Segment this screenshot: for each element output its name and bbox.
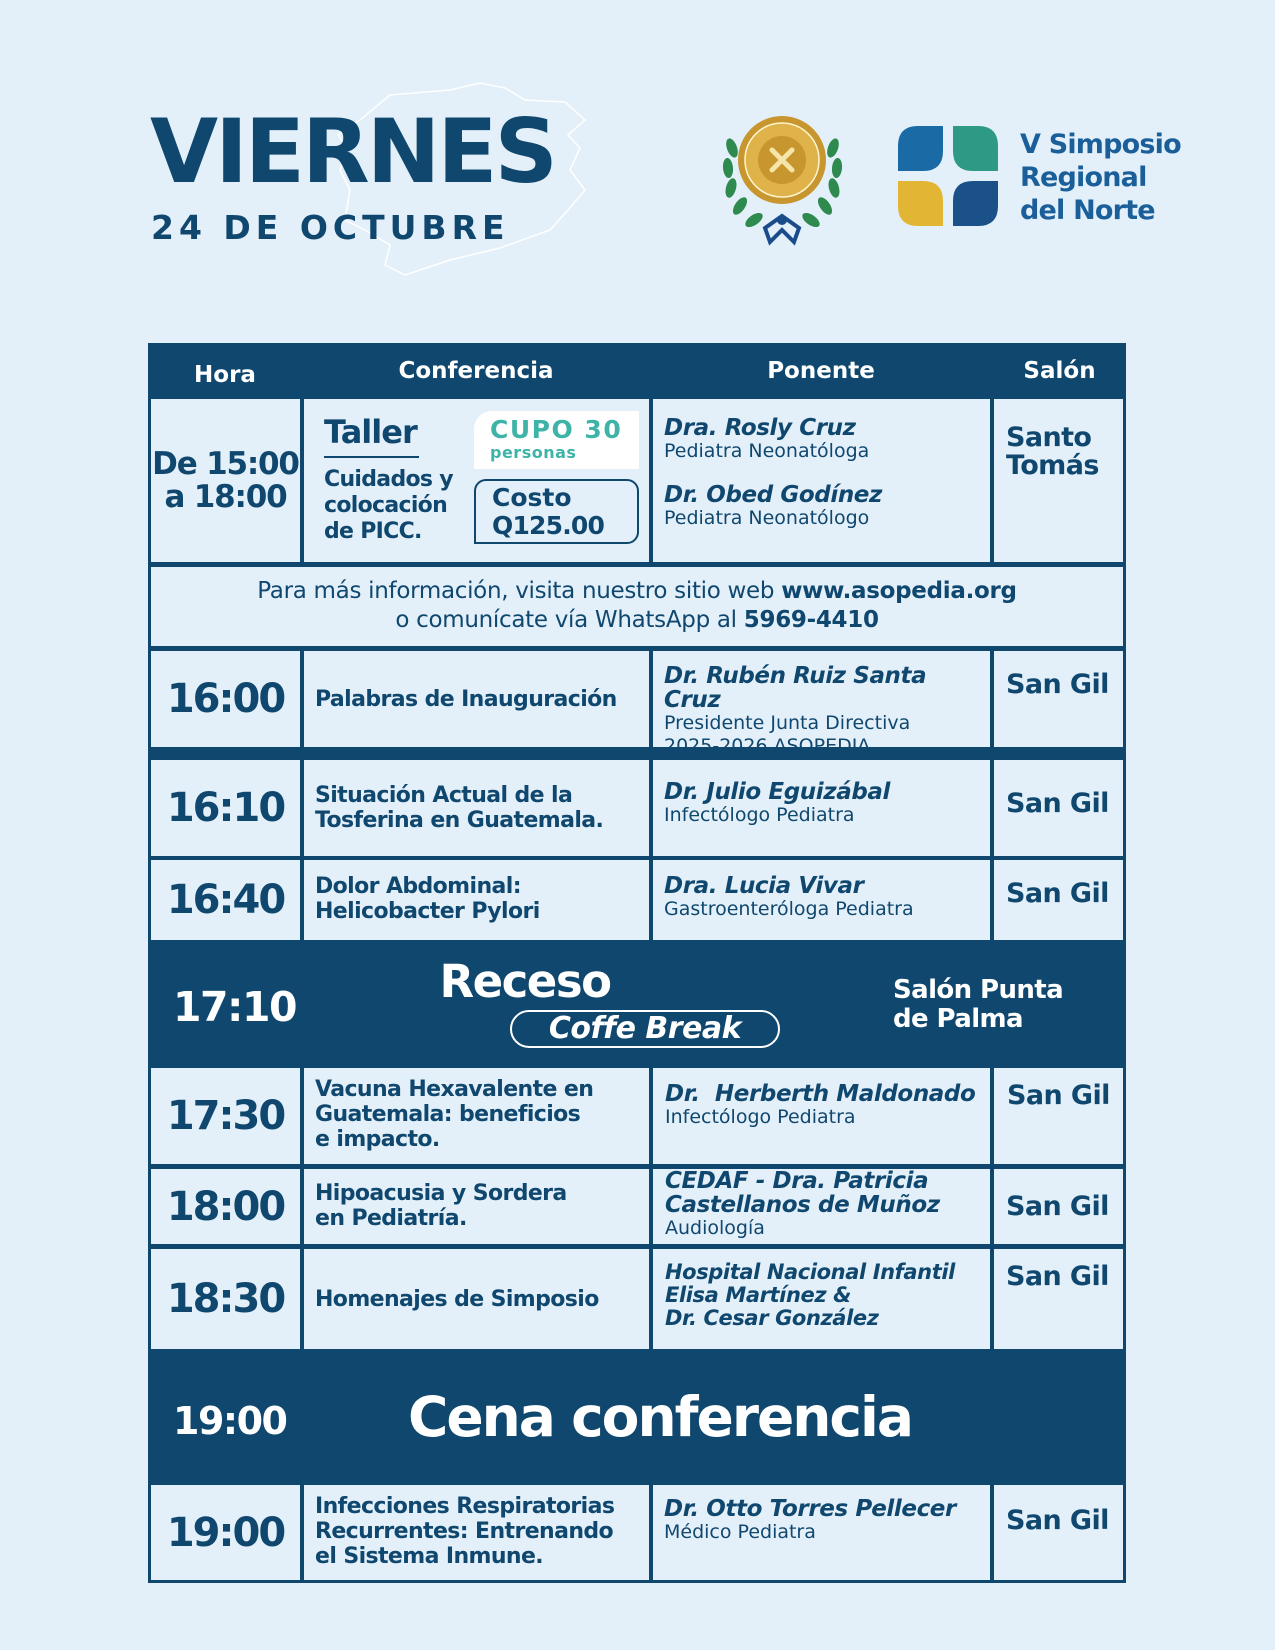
coffee-break-pill [510,1010,780,1048]
session-title [304,860,649,940]
session-room: San Gil [994,1068,1123,1164]
session-speaker [653,1485,990,1580]
session-title-line: Hipoacusia y Sordera [315,1181,567,1206]
header-ponente: Ponente [767,358,875,384]
event-name-line: Regional [1020,162,1147,193]
speaker-name: Elisa Martínez & [665,1283,852,1307]
coffee-break-label: Coffe Break [548,1011,742,1046]
speaker-role: 2025-2026 ASOPEDIA [664,735,871,757]
cena-time: 19:00 [173,1399,287,1443]
session-title-line: Dolor Abdominal: [315,874,521,899]
speaker-role: Infectólogo Pediatra [664,804,855,826]
session-title-line: el Sistema Inmune. [315,1544,544,1569]
header-hora: Hora [194,362,256,388]
session-room: San Gil [994,1485,1123,1580]
session-time: 18:00 [151,1169,300,1244]
speaker-name: Dr. Julio Eguizábal [664,779,891,805]
speaker-role: Pediatra Neonatólogo [664,507,870,529]
workshop-description-line: Cuidados y [324,467,453,492]
workshop-speakers [653,399,990,562]
speaker-name: Dra. Lucia Vivar [664,873,864,899]
speaker-name: Hospital Nacional Infantil [665,1260,955,1284]
workshop-title-underline [324,456,419,458]
session-speaker [653,1249,990,1349]
session-time: 17:30 [151,1068,300,1164]
workshop-description-line: colocación [324,493,448,518]
speaker-role: Pediatra Neonatóloga [664,440,870,462]
header-conferencia: Conferencia [398,358,554,384]
speaker-name: Dra. Rosly Cruz [664,415,856,441]
workshop-time-line: De 15:00 [152,445,299,482]
emblem-laurel-icon [720,108,845,248]
day-title: VIERNES [150,100,555,203]
speaker-role: Audiología [665,1217,765,1239]
speaker-role: Infectólogo Pediatra [665,1106,856,1128]
date-subtitle: 24 DE OCTUBRE [151,208,510,247]
cupo-badge [474,411,639,469]
room-line: Salón Punta [893,975,1064,1005]
receso-title: Receso [439,955,611,1008]
costo-label: Costo [492,483,572,512]
costo-badge [474,479,639,544]
session-title-line: Palabras de Inauguración [315,686,617,712]
session-title [304,1249,649,1349]
session-speaker [653,1068,990,1164]
speaker-name: Dr. Obed Godínez [664,482,882,508]
session-title-line: Homenajes de Simposio [315,1286,599,1312]
session-room: San Gil [994,1169,1123,1244]
event-name-line: V Simposio [1020,129,1181,160]
event-name [1020,128,1181,227]
session-title-line: en Pediatría. [315,1206,467,1231]
workshop-conference [304,399,649,562]
session-time: 16:00 [151,651,300,747]
receso-room [893,976,1063,1034]
speaker-name: Dr. Rubén Ruiz Santa Cruz [664,663,927,713]
header-salon: Salón [1023,358,1096,384]
cupo-unit: personas [490,443,577,462]
session-time: 19:00 [151,1485,300,1580]
room-line: de Palma [893,1004,1023,1034]
session-title [304,651,649,747]
session-title [304,760,649,856]
session-speaker [653,860,990,940]
session-speaker [653,651,990,757]
info-text: o comunícate vía WhatsApp al [395,607,744,633]
website-link[interactable]: www.asopedia.org [781,578,1017,604]
info-text: Para más información, visita nuestro sitio web [257,578,782,604]
info-line-website [151,577,1123,606]
session-title [304,1169,649,1244]
room-line: Tomás [1006,450,1099,481]
speaker-name: Dr. Otto Torres Pellecer [664,1496,956,1522]
session-speaker [653,1169,990,1244]
workshop-time [151,399,300,562]
session-title-line: Vacuna Hexavalente en [315,1077,594,1102]
receso-time: 17:10 [173,983,297,1031]
session-room: San Gil [994,651,1123,747]
session-title-line: Recurrentes: Entrenando [315,1519,614,1544]
costo-price: Q125.00 [492,511,605,540]
session-title-line: Infecciones Respiratorias [315,1494,615,1519]
workshop-room [994,399,1123,562]
speaker-name: CEDAF - Dra. Patricia [665,1168,929,1194]
session-title-line: Guatemala: beneficios [315,1102,581,1127]
whatsapp-number[interactable]: 5969-4410 [743,607,879,633]
session-speaker [653,760,990,856]
session-title-line: e impacto. [315,1127,440,1152]
workshop-description-line: de PICC. [324,519,422,544]
workshop-description [324,467,453,545]
speaker-role: Presidente Junta Directiva [664,712,911,734]
session-time: 16:10 [151,760,300,856]
info-line-whatsapp [151,606,1123,635]
session-title-line: Tosferina en Guatemala. [315,808,604,833]
session-time: 16:40 [151,860,300,940]
workshop-time-line: a 18:00 [164,478,287,515]
speaker-role: Gastroenteróloga Pediatra [664,898,914,920]
room-line: Santo [1006,422,1092,453]
session-title [304,1485,649,1580]
speaker-name: Castellanos de Muñoz [665,1192,940,1218]
session-title-line: Helicobacter Pylori [315,899,540,924]
session-time: 18:30 [151,1249,300,1349]
speaker-role: Médico Pediatra [664,1521,816,1543]
session-title-line: Situación Actual de la [315,783,573,808]
cena-title: Cena conferencia [407,1385,912,1449]
session-room: San Gil [994,1249,1123,1349]
cross-logo-icon [898,126,998,226]
cupo-value: CUPO 30 [490,415,623,444]
workshop-title: Taller [324,413,417,451]
speaker-name: Dr. Herberth Maldonado [665,1081,976,1107]
speaker-name: Dr. Cesar González [665,1306,879,1330]
info-banner [151,567,1123,646]
session-room: San Gil [994,760,1123,856]
session-room: San Gil [994,860,1123,940]
event-name-line: del Norte [1020,195,1155,226]
session-title [304,1068,649,1164]
